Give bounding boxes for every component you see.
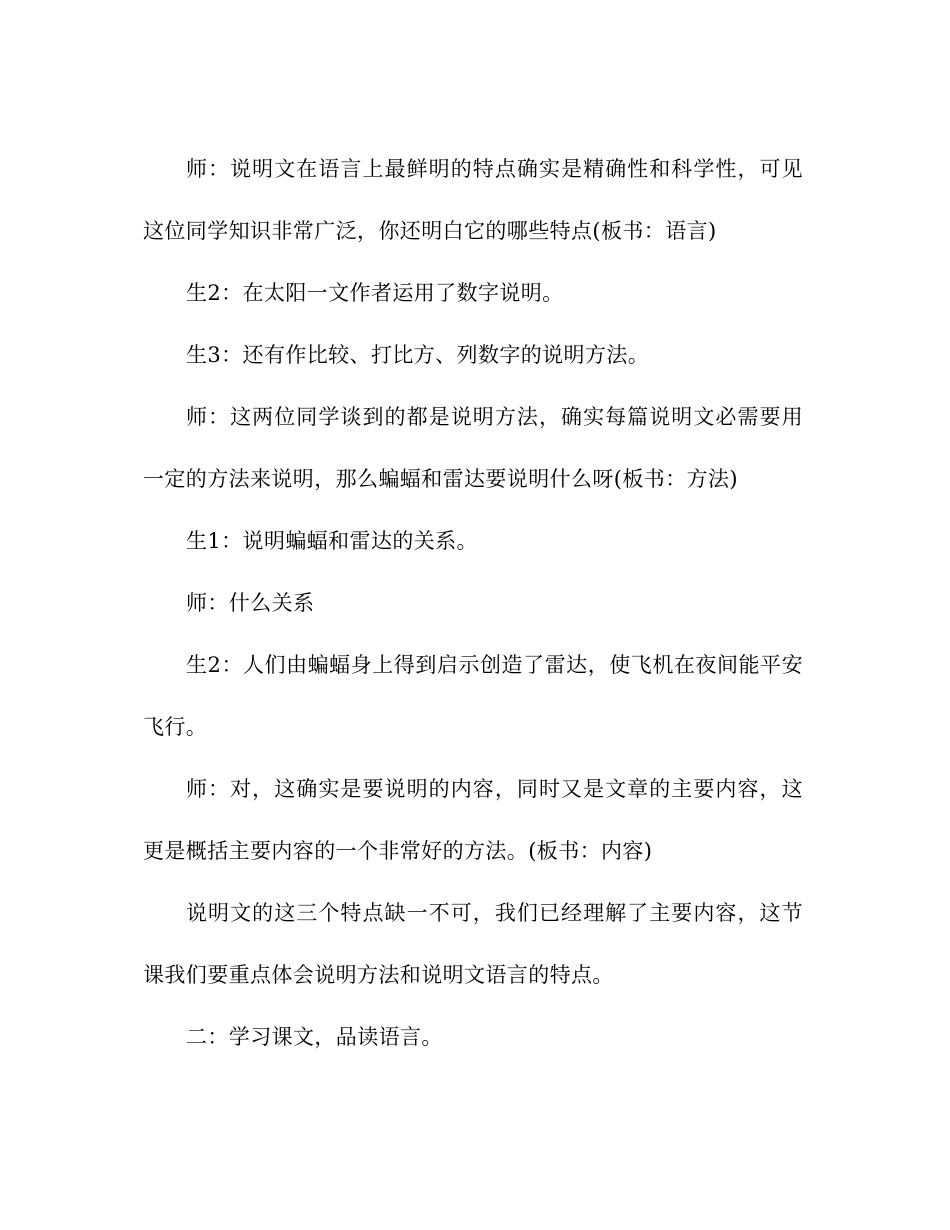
paragraph-teacher-content: 师：对，这确实是要说明的内容，同时又是文章的主要内容，这更是概括主要内容的一个非常好的方法。(板书：内容): [143, 777, 803, 863]
paragraph-student3-methods: 生3：还有作比较、打比方、列数字的说明方法。: [186, 343, 650, 367]
paragraph-teacher-methods: 师：这两位同学谈到的都是说明方法，确实每篇说明文必需要用一定的方法来说明，那么蝙蝠和雷达要说明什么呀(板书：方法): [143, 405, 803, 491]
paragraph-student2-radar: 生2：人们由蝙蝠身上得到启示创造了雷达，使飞机在夜间能平安飞行。: [143, 653, 803, 739]
document-body: [143, 138, 803, 1068]
paragraph-summary: 说明文的这三个特点缺一不可，我们已经理解了主要内容，这节课我们要重点体会说明方法和说明文语言的特点。: [143, 901, 803, 987]
paragraph-teacher-question: 师：什么关系: [186, 591, 315, 615]
paragraph-student1-relation: 生1：说明蝙蝠和雷达的关系。: [186, 529, 478, 553]
paragraph-teacher-language: 师：说明文在语言上最鲜明的特点确实是精确性和科学性，可见这位同学知识非常广泛，你还明白它的哪些特点(板书：语言): [143, 157, 803, 243]
section-heading-study: 二：学习课文，品读语言。: [186, 1025, 443, 1049]
paragraph-student2-numbers: 生2：在太阳一文作者运用了数字说明。: [186, 281, 564, 305]
